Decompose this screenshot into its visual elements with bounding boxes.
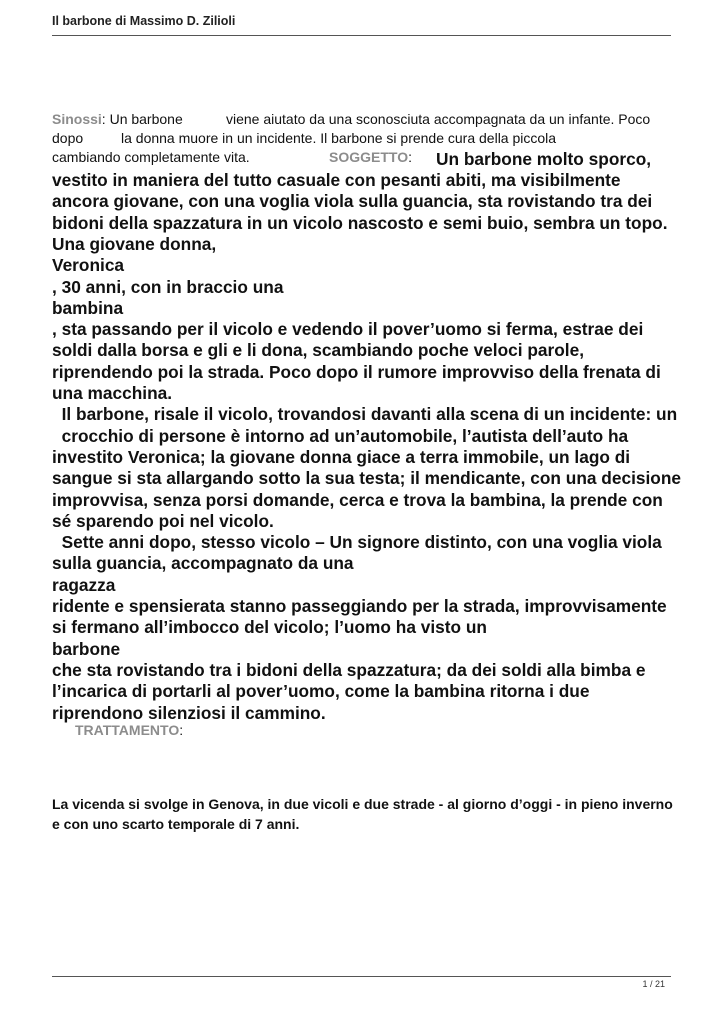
setting-paragraph: La vicenda si svolge in Genova, in due vicoli e due strade - al giorno d’oggi - in pieno inverno e con uno scarto temporale di 7 anni. [52, 796, 673, 832]
soggetto-heading [329, 148, 412, 167]
sinossi-colon: : [101, 111, 106, 127]
soggetto-line-2: ancora giovane, con una voglia viola sulla guancia, sta rovistando tra dei [52, 191, 653, 212]
soggetto-line-14: investito Veronica; la giovane donna giace a terra immobile, un lago di [52, 446, 631, 467]
header-divider [52, 35, 671, 36]
soggetto-line-19: sulla guancia, accompagnato da una [52, 553, 354, 574]
soggetto-line-16: improvvisa, senza porsi domande, cerca e trova la bambina, la prende con [52, 489, 663, 510]
soggetto-line-7: bambina [52, 297, 124, 318]
trattamento-colon: : [179, 722, 184, 738]
soggetto-line-11: una macchina. [52, 383, 173, 403]
soggetto-line-23: barbone [52, 638, 121, 659]
document-header-title: Il barbone di Massimo D. Zilioli [52, 14, 236, 28]
trattamento-heading [75, 722, 183, 738]
sinossi-text-1b: viene aiutato da una sconosciuta accompagnata da un infante. Poco [226, 111, 651, 127]
sinossi-text-2b: la donna muore in un incidente. Il barbone si prende cura della piccola [121, 130, 557, 146]
trattamento-label: TRATTAMENTO [75, 722, 180, 738]
soggetto-line-24: che sta rovistando tra i bidoni della spazzatura; da dei soldi alla bimba e [52, 659, 646, 680]
soggetto-line-0: Un barbone molto sporco, [436, 149, 652, 169]
soggetto-line-22: si fermano all’imbocco del vicolo; l’uomo ha visto un [52, 617, 487, 638]
soggetto-line-17: sé sparendo poi nel vicolo. [52, 510, 274, 531]
soggetto-line-15: sangue si sta allargando sotto la sua testa; il mendicante, con una decisione [52, 468, 682, 489]
soggetto-line-1: vestito in maniera del tutto casuale con pesanti abiti, ma visibilmente [52, 170, 621, 190]
sinossi-label: Sinossi [52, 111, 102, 127]
soggetto-line-21: ridente e spensierata stanno passeggiando per la strada, improvvisamente [52, 596, 667, 616]
sinossi-text-3: cambiando completamente vita. [52, 149, 250, 165]
soggetto-line-8: , sta passando per il vicolo e vedendo il pover’uomo si ferma, estrae dei [52, 319, 644, 340]
soggetto-line-6: , 30 anni, con in braccio una [52, 276, 284, 297]
soggetto-line-4: Una giovane donna, [52, 233, 217, 254]
soggetto-colon: : [408, 149, 412, 165]
sinossi-text-2a: dopo [52, 130, 84, 146]
soggetto-line-10: riprendendo poi la strada. Poco dopo il rumore improvviso della frenata di [52, 361, 661, 382]
soggetto-line-5: Veronica [52, 255, 125, 276]
soggetto-line-25: l’incarica di portarli al pover’uomo, come la bambina ritorna i due [52, 681, 590, 702]
sinossi-line-1 [52, 110, 183, 129]
soggetto-line-9: soldi dalla borsa e gli e li dona, scambiando poche veloci parole, [52, 340, 585, 361]
soggetto-label: SOGGETTO [329, 149, 409, 165]
footer-divider [52, 976, 671, 977]
soggetto-line-3: bidoni della spazzatura in un vicolo nascosto e semi buio, sembra un topo. [52, 212, 668, 233]
soggetto-line-18: Sette anni dopo, stesso vicolo – Un signore distinto, con una voglia viola [52, 532, 662, 553]
soggetto-line-20: ragazza [52, 574, 116, 595]
page-number: 1 / 21 [642, 979, 665, 989]
sinossi-text-1a: Un barbone [109, 111, 183, 127]
soggetto-line-13: crocchio di persone è intorno ad un’automobile, l’autista dell’auto ha [52, 425, 629, 446]
soggetto-line-26: riprendono silenziosi il cammino. [52, 702, 326, 723]
soggetto-line-12: Il barbone, risale il vicolo, trovandosi davanti alla scena di un incidente: un [52, 404, 678, 425]
